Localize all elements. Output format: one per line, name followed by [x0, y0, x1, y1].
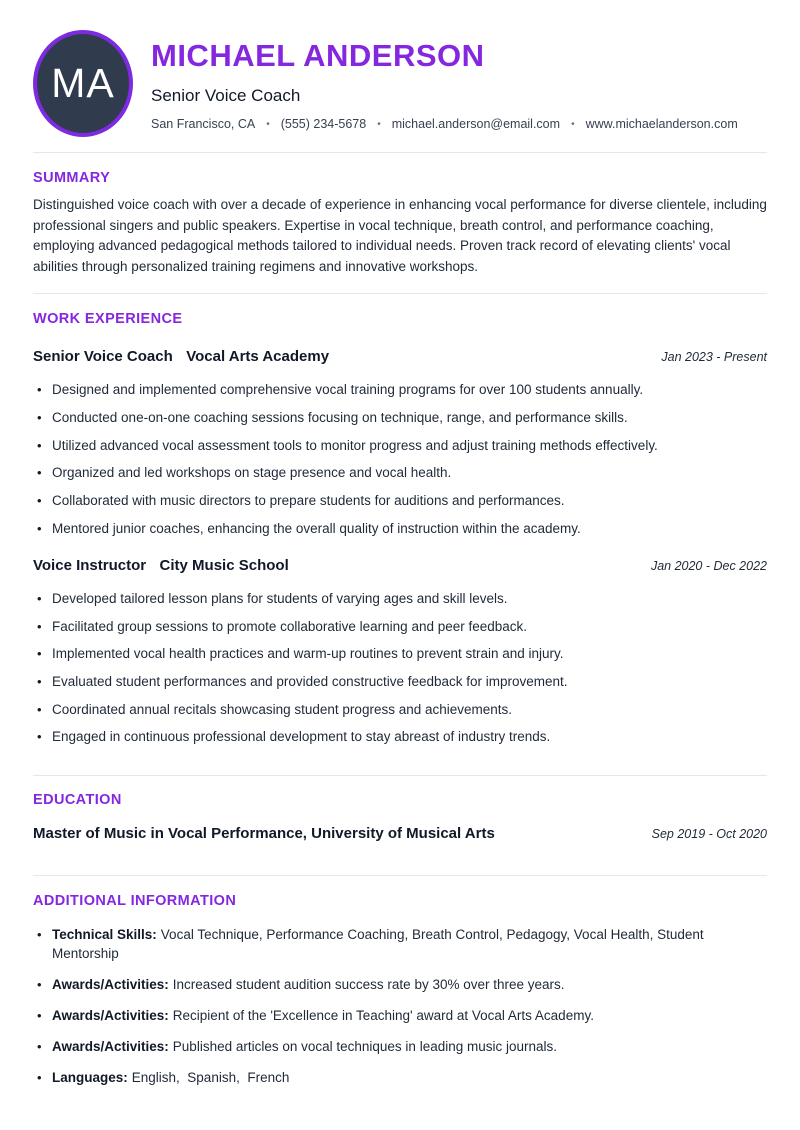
candidate-job-title: Senior Voice Coach	[151, 86, 301, 106]
additional-info-list	[33, 926, 767, 1088]
contact-location: San Francisco, CA	[151, 117, 256, 132]
job-entry	[33, 348, 767, 538]
additional-info-item	[33, 1069, 767, 1088]
additional-info-item	[33, 926, 767, 963]
contact-phone: (555) 234-5678	[280, 117, 367, 132]
job-bullet-list	[33, 590, 767, 747]
bullet-separator-icon: •	[377, 118, 381, 130]
item-text: Vocal Technique, Performance Coaching, Breath Control, Pedagogy, Vocal Health, Student Mentorship	[52, 926, 708, 961]
section-divider	[33, 293, 767, 294]
job-title-company	[33, 348, 329, 366]
bullet-item: • Implemented vocal health practices and warm-up routines to prevent strain and injury.	[33, 645, 767, 664]
bullet-item: • Engaged in continuous professional development to stay abreast of industry trends.	[33, 728, 767, 747]
additional-info-item	[33, 1007, 767, 1026]
job-entry	[33, 557, 767, 747]
bullet-item: • Collaborated with music directors to prepare students for auditions and performances.	[33, 492, 767, 511]
job-company: Vocal Arts Academy	[186, 348, 330, 366]
education-heading: EDUCATION	[33, 791, 122, 808]
bullet-item: • Facilitated group sessions to promote collaborative learning and peer feedback.	[33, 618, 767, 637]
bullet-item: • Designed and implemented comprehensive vocal training programs for over 100 students annually.	[33, 381, 767, 400]
bullet-item: • Utilized advanced vocal assessment tools to monitor progress and adjust training methods effectively.	[33, 437, 767, 456]
contact-row	[151, 117, 738, 131]
job-title-company	[33, 557, 289, 575]
item-text: Increased student audition success rate by 30% over three years.	[172, 976, 565, 992]
summary-heading: SUMMARY	[33, 170, 111, 186]
contact-email: michael.anderson@email.com	[391, 117, 561, 132]
job-title: Voice Instructor	[33, 557, 147, 575]
item-text: English, Spanish, French	[131, 1070, 290, 1085]
section-divider	[33, 152, 767, 153]
candidate-name: MICHAEL ANDERSON	[151, 38, 485, 73]
education-dates: Sep 2019 - Oct 2020	[651, 826, 767, 841]
bullet-item: • Developed tailored lesson plans for students of varying ages and skill levels.	[33, 590, 767, 609]
section-divider	[33, 875, 767, 876]
item-label: Languages:	[52, 1070, 128, 1085]
summary-text: Distinguished voice coach with over a decade of experience in enhancing vocal performance for diverse clientele, including professional singers and public speakers. Expertise in vocal technique, breath control, and performance coaching, employing advanced pedagogical methods tailored to individual needs. Proven track record of elevating clients' vocal abilities through personalized training regimens and innovative workshops.	[33, 197, 767, 274]
section-divider	[33, 775, 767, 776]
education-degree: Master of Music in Vocal Performance, University of Musical Arts	[33, 824, 495, 842]
section-additional-information	[33, 893, 767, 1088]
item-label: Technical Skills:	[52, 926, 157, 942]
job-title: Senior Voice Coach	[33, 348, 173, 366]
contact-website: www.michaelanderson.com	[585, 117, 738, 132]
avatar-initials: MA	[51, 60, 115, 106]
section-summary	[33, 170, 767, 277]
education-entry	[33, 825, 767, 842]
bullet-item: • Coordinated annual recitals showcasing student progress and achievements.	[33, 701, 767, 720]
bullet-separator-icon: •	[571, 118, 575, 130]
job-header	[33, 348, 767, 366]
item-text: Recipient of the 'Excellence in Teaching' award at Vocal Arts Academy.	[172, 1007, 594, 1023]
avatar	[33, 30, 133, 137]
bullet-item: • Mentored junior coaches, enhancing the overall quality of instruction within the academy.	[33, 520, 767, 539]
bullet-item: • Organized and led workshops on stage presence and vocal health.	[33, 464, 767, 483]
item-label: Awards/Activities:	[52, 976, 169, 992]
additional-info-item	[33, 976, 767, 995]
bullet-item: • Evaluated student performances and provided constructive feedback for improvement.	[33, 673, 767, 692]
job-bullet-list	[33, 381, 767, 538]
item-label: Awards/Activities:	[52, 1038, 169, 1054]
additional-information-heading: ADDITIONAL INFORMATION	[33, 892, 237, 909]
section-work-experience	[33, 311, 767, 747]
item-text: Published articles on vocal techniques in leading music journals.	[172, 1038, 558, 1054]
bullet-separator-icon: •	[266, 118, 270, 130]
job-dates: Jan 2020 - Dec 2022	[650, 559, 767, 574]
job-dates: Jan 2023 - Present	[661, 350, 767, 365]
job-header	[33, 557, 767, 575]
job-company: City Music School	[159, 557, 289, 575]
additional-info-item	[33, 1038, 767, 1057]
resume-header	[33, 0, 767, 137]
section-education	[33, 792, 767, 842]
work-experience-heading: WORK EXPERIENCE	[33, 311, 183, 328]
item-label: Awards/Activities:	[52, 1007, 169, 1023]
bullet-item: • Conducted one-on-one coaching sessions focusing on technique, range, and performance skills.	[33, 409, 767, 428]
header-text	[151, 30, 738, 131]
